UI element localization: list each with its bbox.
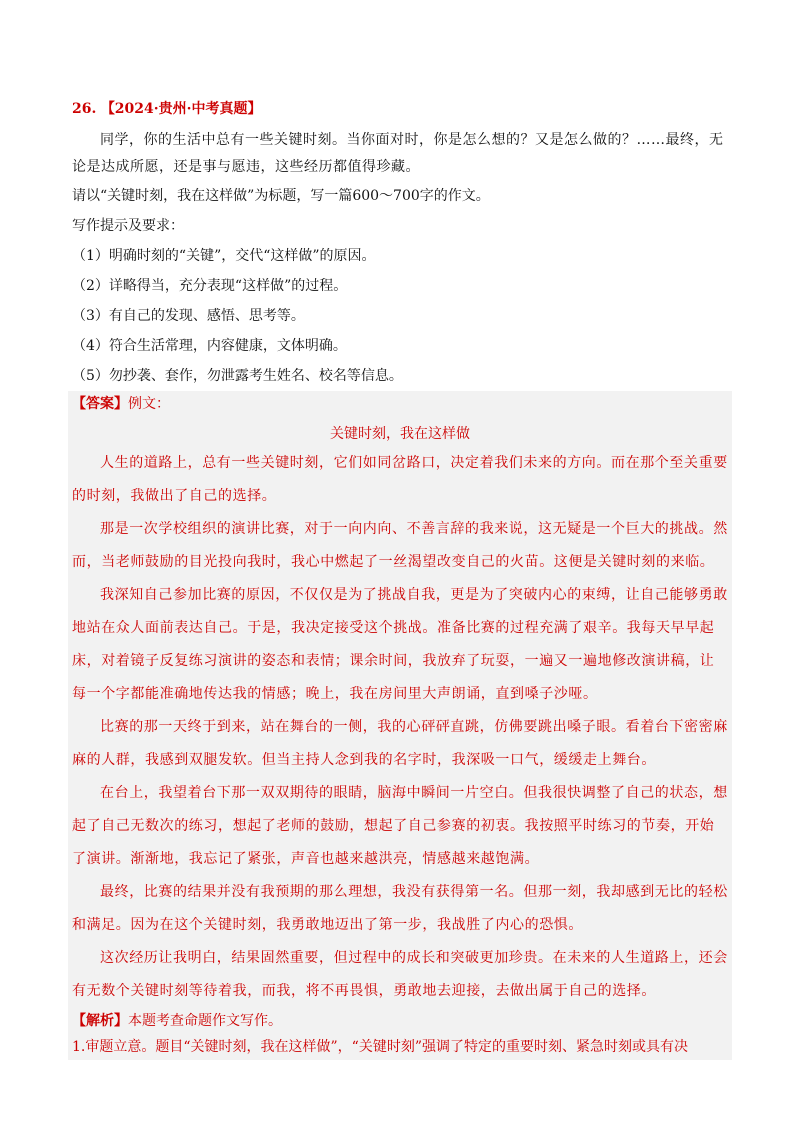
requirement-item: （3）有自己的发现、感悟、思考等。	[72, 308, 305, 324]
analysis-label-suffix: 本题考查命题作文写作。	[128, 1013, 282, 1029]
question-number: 26.	[72, 101, 97, 117]
question-source: 【2024·贵州·中考真题】	[100, 101, 262, 117]
analysis-label-line	[72, 1008, 728, 1034]
essay-paragraph: 那是一次学校组织的演讲比赛，对于一向内向、不善言辞的我来说，这无疑是一个巨大的挑战。然而，当老师鼓励的目光投向我时，我心中燃起了一丝渴望改变自己的火苗。这便是关键时刻的来临。	[72, 521, 728, 570]
question-task: 请以“关键时刻，我在这样做”为标题，写一篇600～700字的作文。	[72, 188, 490, 204]
requirement-item: （5）勿抄袭、套作，勿泄露考生姓名、校名等信息。	[72, 368, 403, 384]
document-content	[72, 98, 728, 1060]
essay-paragraph: 比赛的那一天终于到来，站在舞台的一侧，我的心砰砰直跳，仿佛要跳出嗓子眼。看着台下密密麻麻的人群，我感到双腿发软。但当主持人念到我的名字时，我深吸一口气，缓缓走上舞台。	[72, 719, 728, 768]
answer-label-suffix: 例文：	[128, 396, 170, 412]
answer-section	[68, 391, 732, 1060]
analysis-first-line: 1.审题立意。题目“关键时刻，我在这样做”，“关键时刻”强调了特定的重要时刻、紧急时刻或具有决	[72, 1039, 688, 1055]
question-header	[72, 98, 728, 120]
requirement-item: （4）符合生活常理，内容健康，文体明确。	[72, 338, 347, 354]
answer-label: 【答案】	[72, 396, 128, 412]
essay-paragraph: 这次经历让我明白，结果固然重要，但过程中的成长和突破更加珍贵。在未来的人生道路上，还会有无数个关键时刻等待着我，而我，将不再畏惧，勇敢地去迎接，去做出属于自己的选择。	[72, 950, 728, 999]
answer-label-line	[72, 391, 728, 417]
question-prompt: 同学，你的生活中总有一些关键时刻。当你面对时，你是怎么想的？又是怎么做的？……最终，无论是达成所愿，还是事与愿违，这些经历都值得珍藏。	[72, 132, 724, 175]
essay-title: 关键时刻，我在这样做	[330, 426, 470, 442]
requirement-item: （1）明确时刻的“关键”，交代“这样做”的原因。	[72, 248, 376, 264]
essay-paragraph: 最终，比赛的结果并没有我预期的那么理想，我没有获得第一名。但那一刻，我却感到无比的轻松和满足。因为在这个关键时刻，我勇敢地迈出了第一步，我战胜了内心的恐惧。	[72, 884, 728, 933]
requirement-item: （2）详略得当，充分表现“这样做”的过程。	[72, 278, 348, 294]
analysis-label: 【解析】	[72, 1013, 128, 1029]
essay-paragraph: 人生的道路上，总有一些关键时刻，它们如同岔路口，决定着我们未来的方向。而在那个至关重要的时刻，我做出了自己的选择。	[72, 455, 728, 504]
requirements-heading: 写作提示及要求：	[72, 218, 184, 234]
essay-paragraph: 我深知自己参加比赛的原因，不仅仅是为了挑战自我，更是为了突破内心的束缚，让自己能够勇敢地站在众人面前表达自己。于是，我决定接受这个挑战。准备比赛的过程充满了艰辛。我每天早早起床，对着镜子反复练习演讲的姿态和表情；课余时间，我放弃了玩耍，一遍又一遍地修改演讲稿，让每一个字都能准确地传达我的情感；晚上，我在房间里大声朗诵，直到嗓子沙哑。	[72, 587, 728, 702]
essay-paragraph: 在台上，我望着台下那一双双期待的眼睛，脑海中瞬间一片空白。但我很快调整了自己的状态，想起了自己无数次的练习，想起了老师的鼓励，想起了自己参赛的初衷。我按照平时练习的节奏，开始了演讲。渐渐地，我忘记了紧张，声音也越来越洪亮，情感越来越饱满。	[72, 785, 728, 867]
